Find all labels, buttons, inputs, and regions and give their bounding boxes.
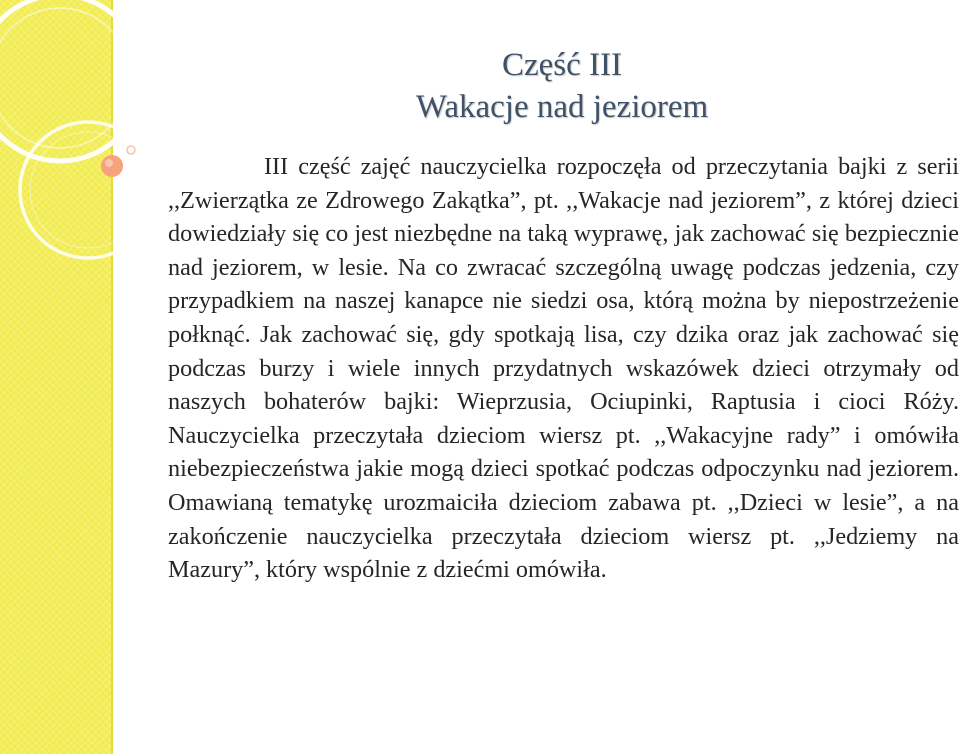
small-ring-icon xyxy=(127,146,135,154)
slide-title xyxy=(112,44,960,128)
body-paragraph: III część zajęć nauczycielka rozpoczęła od przeczytania bajki z serii ,,Zwierzątka ze Zdrowego Zakątka”, pt. ,,Wakacje nad jeziorem”, z której dzieci dowiedziały się co jest niezbędne na taką wyprawę, jak zachować się bezpiecznie nad jeziorem, w lesie. Na co zwracać szczególną uwagę podczas jedzenia, czy przypadkiem na naszej kanapce nie siedzi osa, którą można by niepostrzeżenie połknąć. Jak zachować się, gdy spotkają lisa, czy dzika oraz jak zachować się podczas burzy i wiele innych przydatnych wskazówek dzieci otrzymały od naszych bohaterów bajki: Wieprzusia, Ociupinki, Raptusia i cioci Róży. Nauczycielka przeczytała dzieciom wiersz pt. ,,Wakacyjne rady” i omówiła niebezpieczeństwa jakie mogą dzieci spotkać podczas odpoczynku nad jeziorem. Omawianą tematykę urozmaiciła dzieciom zabawa pt. ,,Dzieci w lesie”, a na zakończenie nauczycielka przeczytała dzieciom wiersz pt. ,,Jedziemy na Mazury”, który wspólnie z dziećmi omówiła. xyxy=(168,153,959,584)
title-line-1: Część III xyxy=(501,47,622,83)
orange-dot-icon xyxy=(101,155,123,177)
title-line-2: Wakacje nad jeziorem xyxy=(415,89,709,125)
